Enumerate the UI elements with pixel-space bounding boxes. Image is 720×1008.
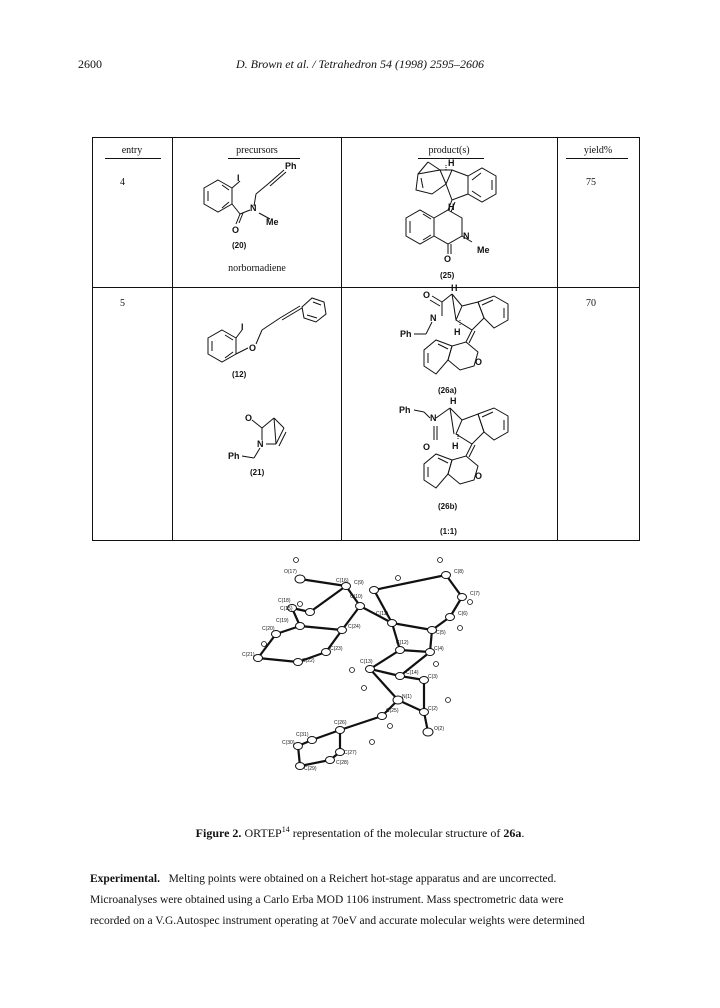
ortep-atom <box>306 609 315 616</box>
ortep-atom-label: C(12) <box>396 640 409 646</box>
ortep-atom-label: C(25) <box>386 708 399 714</box>
figure-caption <box>0 825 720 841</box>
caption-bold: Figure 2. <box>195 826 242 840</box>
ortep-hydrogen <box>388 724 393 729</box>
label-o-ring: O <box>475 357 483 367</box>
caption-superscript: 14 <box>281 825 290 834</box>
ortep-atom <box>294 743 303 750</box>
ortep-atom-label: C(2) <box>428 706 438 712</box>
ortep-atom-label: O(2) <box>434 726 444 732</box>
experimental-line-2: Microanalyses were obtained using a Carlo Erba MOD 1106 instrument. Mass spectrometric data were <box>90 894 564 906</box>
experimental-heading: Experimental. <box>90 873 160 885</box>
label-o-ring: O <box>475 471 483 481</box>
ortep-atom <box>254 655 263 662</box>
caption-end: . <box>521 826 525 840</box>
column-header-yield: yield% <box>583 145 613 156</box>
experimental-paragraph <box>90 869 635 932</box>
ortep-bond <box>370 650 400 669</box>
yield-entry-4: 75 <box>586 177 596 188</box>
ortep-hydrogen <box>294 558 299 563</box>
ortep-hydrogen <box>446 698 451 703</box>
experimental-line-1: Experimental. Melting points were obtained on a Reichert hot-stage apparatus and are uncorrected. <box>90 873 557 885</box>
ortep-atom <box>366 666 375 673</box>
ortep-bond <box>392 623 432 630</box>
label-ph: Ph <box>400 329 412 339</box>
ortep-atom <box>338 627 347 634</box>
ortep-atom-label: C(27) <box>344 750 357 756</box>
ortep-atom <box>442 572 451 579</box>
label-iodo: I <box>237 173 240 183</box>
ortep-bond <box>374 575 446 590</box>
entry-4: 4 <box>120 177 125 188</box>
ortep-atom <box>308 737 317 744</box>
label-n: N <box>430 413 437 423</box>
ortep-atom-label: C(5) <box>436 630 446 636</box>
ortep-atom-label: C(19) <box>276 618 289 624</box>
ortep-atom <box>446 614 455 621</box>
ortep-atom-label: C(24) <box>348 624 361 630</box>
norbornadiene-note: norbornadiene <box>228 263 286 274</box>
ortep-atom-label: C(14) <box>406 670 419 676</box>
ortep-hydrogen <box>434 662 439 667</box>
page-number: 2600 <box>78 57 102 71</box>
ortep-atom-label: C(20) <box>262 626 275 632</box>
ortep-atom-label: C(22) <box>302 658 315 664</box>
ortep-atom-label: C(7) <box>470 591 480 597</box>
ortep-hydrogen <box>350 668 355 673</box>
ortep-atom-label: C(15) <box>280 606 293 612</box>
label-me: Me <box>266 217 279 227</box>
label-n: N <box>257 439 264 449</box>
ortep-atom-label: O(17) <box>284 569 297 575</box>
column-header-entry: entry <box>121 145 143 156</box>
ortep-atom <box>396 673 405 680</box>
label-ph: Ph <box>399 405 411 415</box>
ortep-atom-label: C(9) <box>354 580 364 586</box>
label-n: N <box>463 231 470 241</box>
label-o: O <box>232 225 240 235</box>
ortep-atom <box>370 587 379 594</box>
ortep-atom-label: C(10) <box>350 594 363 600</box>
ortep-atom-label: C(30) <box>282 740 295 746</box>
ortep-hydrogen <box>362 686 367 691</box>
ortep-hydrogen <box>458 626 463 631</box>
ortep-bond <box>310 586 346 612</box>
ortep-hydrogen <box>298 602 303 607</box>
experimental-line-3: recorded on a V.G.Autospec instrument operating at 70eV and accurate molecular weights were determined <box>90 915 585 927</box>
label-o: O <box>249 343 257 353</box>
label-h-top: H <box>450 396 457 406</box>
ortep-hydrogen <box>468 600 473 605</box>
caption-text: ORTEP <box>241 826 282 840</box>
ortep-atom-label: C(18) <box>278 598 291 604</box>
ortep-atom <box>295 575 305 583</box>
label-n: N <box>430 313 437 323</box>
compound-26a-label: (26a) <box>438 386 457 395</box>
ortep-bond <box>258 634 276 658</box>
yield-entry-5: 70 <box>586 298 596 309</box>
entry-5: 5 <box>120 298 125 309</box>
label-ph: Ph <box>285 161 297 171</box>
label-h-mid: H <box>448 202 455 212</box>
ortep-atom-label: C(29) <box>304 766 317 772</box>
ortep-atom-label: C(28) <box>336 760 349 766</box>
ortep-bond <box>300 626 342 630</box>
label-me: Me <box>477 245 490 255</box>
ortep-atom-label: C(4) <box>434 646 444 652</box>
label-o: O <box>444 254 452 264</box>
ortep-atom-label: C(21) <box>242 652 255 658</box>
ratio-label: (1:1) <box>440 527 457 536</box>
ortep-atom-label: C(8) <box>454 569 464 575</box>
ortep-bond <box>258 658 298 662</box>
ortep-atom <box>396 647 405 654</box>
label-o: O <box>245 413 253 423</box>
ortep-atom-label: C(16) <box>336 578 349 584</box>
running-title: D. Brown et al. / Tetrahedron 54 (1998) 2595–2606 <box>236 57 484 71</box>
compound-25-label: (25) <box>440 271 455 280</box>
label-o: O <box>423 290 431 300</box>
ortep-atom-label: C(6) <box>458 611 468 617</box>
column-header-products: product(s) <box>428 145 470 156</box>
ortep-atom <box>296 623 305 630</box>
ortep-atom <box>336 727 345 734</box>
compound-21-label: (21) <box>250 468 265 477</box>
ortep-atom <box>388 620 397 627</box>
ortep-atom <box>326 757 335 764</box>
caption-text-after: representation of the molecular structure of <box>289 826 504 840</box>
label-h-top: H <box>451 283 458 293</box>
label-h-mid: H <box>452 441 459 451</box>
compound-20-label: (20) <box>232 241 247 250</box>
ortep-hydrogen <box>438 558 443 563</box>
ortep-atom-label: C(3) <box>428 674 438 680</box>
ortep-atom-label: N(1) <box>402 694 412 700</box>
ortep-hydrogen <box>370 740 375 745</box>
label-iodo: I <box>241 322 244 332</box>
ortep-atom <box>458 594 467 601</box>
label-n: N <box>250 203 257 213</box>
ortep-atom-label: C(23) <box>330 646 343 652</box>
ortep-atom <box>356 603 365 610</box>
ortep-hydrogen <box>396 576 401 581</box>
ortep-atom-label: C(13) <box>360 659 373 665</box>
label-o: O <box>423 442 431 452</box>
label-h-mid: H <box>454 327 461 337</box>
label-ph: Ph <box>228 451 240 461</box>
ortep-hydrogen <box>262 642 267 647</box>
ortep-atom <box>423 728 433 736</box>
compound-12-label: (12) <box>232 370 247 379</box>
label-h-top: H <box>448 158 455 168</box>
column-header-precursors: precursors <box>236 145 278 156</box>
ortep-atom-label: C(31) <box>296 732 309 738</box>
caption-compound: 26a <box>503 826 522 840</box>
ortep-atom-label: C(26) <box>334 720 347 726</box>
ortep-atom-label: C(11) <box>376 611 389 617</box>
compound-26b-label: (26b) <box>438 502 458 511</box>
